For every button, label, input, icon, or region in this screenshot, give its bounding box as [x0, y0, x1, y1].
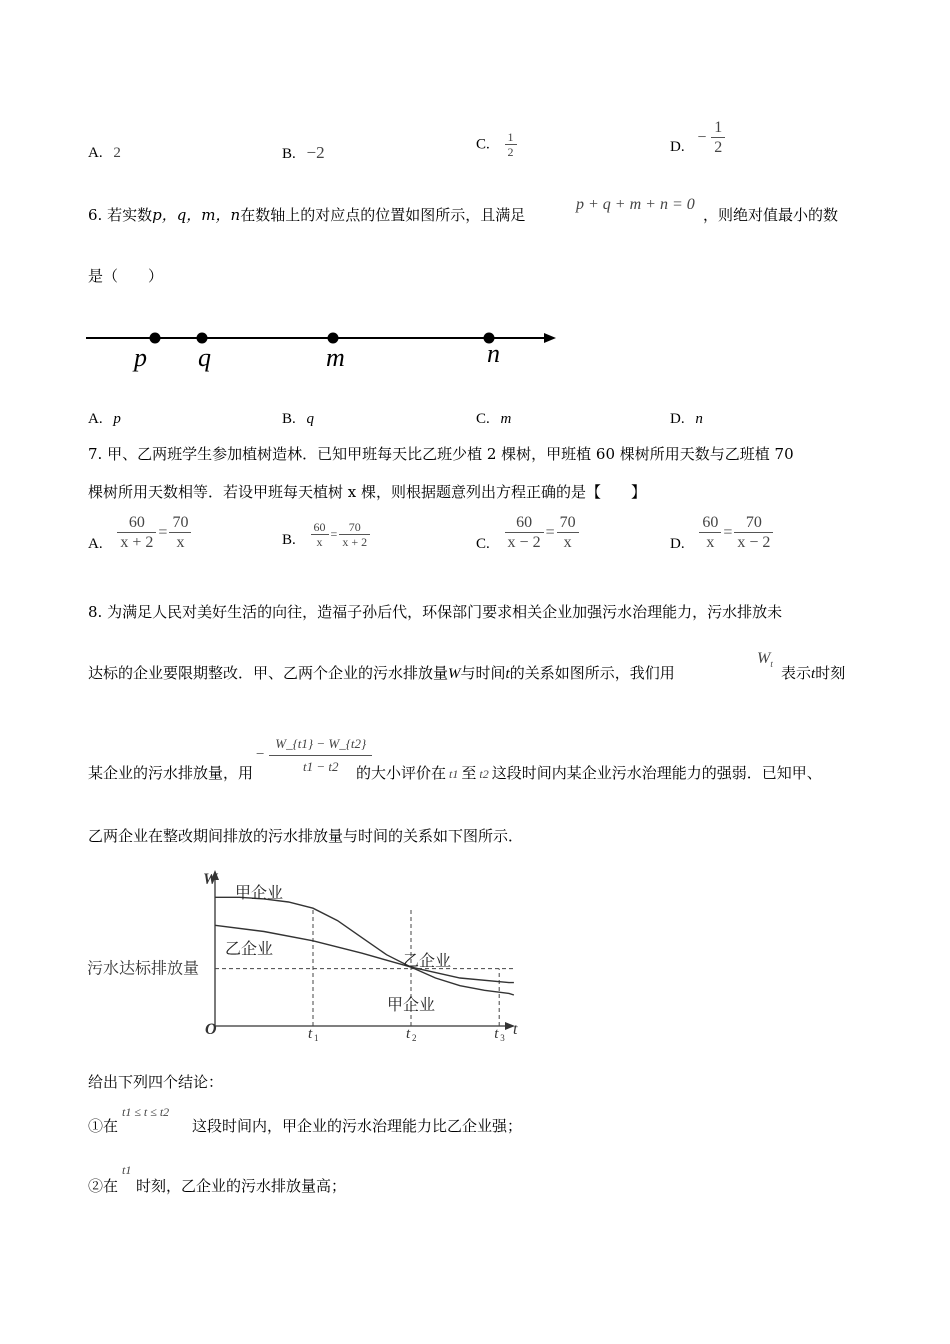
point-p — [150, 333, 161, 344]
q7-option-b — [282, 520, 370, 550]
tick-sub-t1: 1 — [314, 1033, 319, 1042]
q8-text: 至 — [461, 764, 477, 782]
denominator: x + 2 — [342, 535, 368, 550]
option-label: A. — [88, 145, 103, 161]
q5-option-a — [88, 143, 121, 162]
q6-text: 在数轴上的对应点的位置如图所示，且满足 — [240, 206, 526, 224]
q8-stem-line1: 8. 为满足人民对美好生活的向往，造福子孙后代，环保部门要求相关企业加强污水治理能力，污水排放未 — [88, 603, 783, 621]
option-label: B. — [282, 411, 296, 427]
q7-stem-line2: 棵树所用天数相等．若设甲班每天植树 x 棵，则根据题意列出方程正确的是【 】 — [88, 483, 646, 501]
label-p: p — [134, 343, 147, 372]
var-t: t — [505, 666, 510, 682]
numerator: 60 — [699, 513, 721, 533]
curve-label-jia-bottom: 甲企业 — [387, 995, 436, 1014]
fraction-left — [699, 513, 721, 552]
q8-line2-end — [781, 662, 845, 683]
option-value: n — [695, 411, 703, 427]
denominator: x — [706, 534, 715, 552]
numerator: 60 — [117, 513, 156, 533]
c2-formula: t1 — [122, 1163, 132, 1177]
q6-vars: p，q，m，n — [152, 206, 241, 224]
c1-formula: t1 ≤ t ≤ t2 — [122, 1105, 170, 1119]
denominator: t1 − t2 — [302, 758, 339, 774]
q8-text: 的大小评价在 — [356, 764, 447, 782]
numerator: W_{t1} − W_{t2} — [269, 736, 372, 756]
numerator: 60 — [311, 520, 329, 535]
var-t1: t1 — [449, 767, 459, 781]
option-value: q — [306, 411, 315, 427]
fraction — [505, 130, 517, 160]
rate-fraction — [256, 736, 372, 774]
pollution-chart — [85, 862, 525, 1042]
q6-stem-line1 — [88, 204, 525, 225]
q6-text: 6. 若实数 — [88, 206, 153, 224]
conclusion-1-rest: 这段时间内，甲企业的污水治理能力比乙企业强； — [192, 1117, 523, 1135]
curve-label-jia-top: 甲企业 — [235, 883, 284, 902]
q7-option-a — [88, 513, 191, 552]
q6-option-d — [670, 409, 703, 428]
q6-stem-line2: 是（ ） — [88, 267, 164, 285]
fraction-left — [117, 513, 156, 552]
var-t2: t2 — [479, 767, 489, 781]
option-label: C. — [476, 536, 490, 553]
q6-option-c — [476, 409, 511, 428]
conclusion-intro: 给出下列四个结论： — [88, 1073, 224, 1091]
fraction-left — [311, 520, 329, 550]
equals-sign: = — [330, 527, 338, 542]
curve-label-yi-right: 乙企业 — [403, 951, 452, 970]
fraction-right — [557, 513, 579, 552]
option-value: 2 — [113, 145, 121, 161]
subscript-t: t — [770, 659, 773, 670]
minus-sign: − — [256, 746, 265, 763]
q8-text: 的关系如图所示，我们用 — [509, 664, 675, 682]
option-label: C. — [476, 411, 490, 427]
option-value: −2 — [306, 143, 325, 162]
label-n: n — [487, 339, 500, 368]
point-q — [197, 333, 208, 344]
tick-label-t1: t — [308, 1026, 313, 1042]
origin-label: O — [205, 1021, 217, 1038]
tick-sub-t3: 3 — [500, 1033, 505, 1042]
equals-sign: = — [723, 523, 733, 541]
denominator: x − 2 — [507, 534, 541, 552]
equals-sign: = — [158, 523, 168, 541]
q8-text: 与时间 — [460, 664, 506, 682]
q6-formula: p + q + m + n = 0 — [576, 196, 695, 213]
tick-sub-t2: 2 — [412, 1033, 417, 1042]
conclusion-text: ②在 — [88, 1177, 119, 1195]
curve-label-yi-left: 乙企业 — [225, 939, 274, 958]
option-label: A. — [88, 411, 103, 427]
q8-text: 达标的企业要限期整改．甲、乙两个企业的污水排放量 — [88, 664, 449, 682]
denominator: x — [176, 534, 185, 552]
option-label: B. — [282, 146, 296, 162]
option-value: m — [500, 411, 512, 427]
q5-option-d — [670, 118, 725, 157]
var-w: W — [757, 650, 771, 667]
q6-option-b — [282, 409, 314, 428]
var-w: W — [448, 666, 461, 682]
denominator: x — [316, 535, 323, 550]
fraction — [711, 118, 725, 157]
point-m — [328, 333, 339, 344]
wt-symbol — [757, 650, 773, 669]
q8-stem-line2 — [88, 662, 675, 683]
axis-arrow — [544, 333, 556, 343]
option-label: B. — [282, 532, 296, 549]
conclusion-2-rest: 时刻，乙企业的污水排放量高； — [136, 1177, 347, 1195]
conclusion-2 — [88, 1175, 118, 1196]
q8-stem-line4: 乙两企业在整改期间排放的污水排放量与时间的关系如下图所示． — [88, 827, 524, 845]
q5-option-c — [476, 130, 517, 160]
denominator: x + 2 — [120, 534, 154, 552]
label-q: q — [198, 343, 211, 372]
fraction-right — [339, 520, 370, 550]
fraction-right — [169, 513, 191, 552]
q8-text: 这段时间内某企业污水治理能力的强弱．已知甲、 — [491, 764, 822, 782]
option-value: p — [113, 411, 121, 427]
option-label: D. — [670, 536, 685, 553]
numerator: 60 — [505, 513, 544, 533]
q8-stem-line3b — [356, 762, 822, 783]
q8-text: 时刻 — [815, 664, 846, 682]
fraction-right — [734, 513, 773, 552]
q5-option-b — [282, 143, 325, 163]
numerator: 1 — [711, 118, 725, 138]
numerator: 70 — [169, 513, 191, 533]
fraction-left — [505, 513, 544, 552]
q8-stem-line3a: 某企业的污水排放量，用 — [88, 764, 254, 782]
numerator: 70 — [734, 513, 773, 533]
option-label: D. — [670, 411, 685, 427]
conclusion-text: ①在 — [88, 1117, 119, 1135]
denominator: 2 — [714, 139, 723, 157]
q6-option-a — [88, 409, 121, 428]
minus-sign: − — [697, 128, 707, 146]
tick-label-t3: t — [494, 1026, 499, 1042]
option-label: C. — [476, 136, 490, 153]
numerator: 1 — [505, 130, 517, 145]
option-label: A. — [88, 536, 103, 553]
q8-text: 表示 — [781, 664, 812, 682]
q7-stem-line1: 7. 甲、乙两班学生参加植树造林．已知甲班每天比乙班少植 2 棵树，甲班植 60 棵树所用天数与乙班植 70 — [88, 445, 794, 463]
y-axis-label: W — [203, 871, 218, 888]
number-line-figure — [80, 320, 570, 380]
q6-text-after: ，则绝对值最小的数 — [703, 206, 839, 224]
equals-sign: = — [545, 523, 555, 541]
numerator: 70 — [557, 513, 579, 533]
denominator: x — [563, 534, 572, 552]
reference-label: 污水达标排放量 — [87, 958, 200, 978]
var-t: t — [811, 666, 816, 682]
q7-option-d — [670, 513, 773, 552]
option-label: D. — [670, 139, 685, 156]
denominator: 2 — [507, 145, 514, 160]
denominator: x − 2 — [737, 534, 771, 552]
conclusion-1 — [88, 1115, 118, 1136]
q7-option-c — [476, 513, 579, 552]
label-m: m — [326, 343, 345, 372]
numerator: 70 — [339, 520, 370, 535]
x-axis-label: t — [513, 1021, 518, 1038]
tick-label-t2: t — [406, 1026, 411, 1042]
